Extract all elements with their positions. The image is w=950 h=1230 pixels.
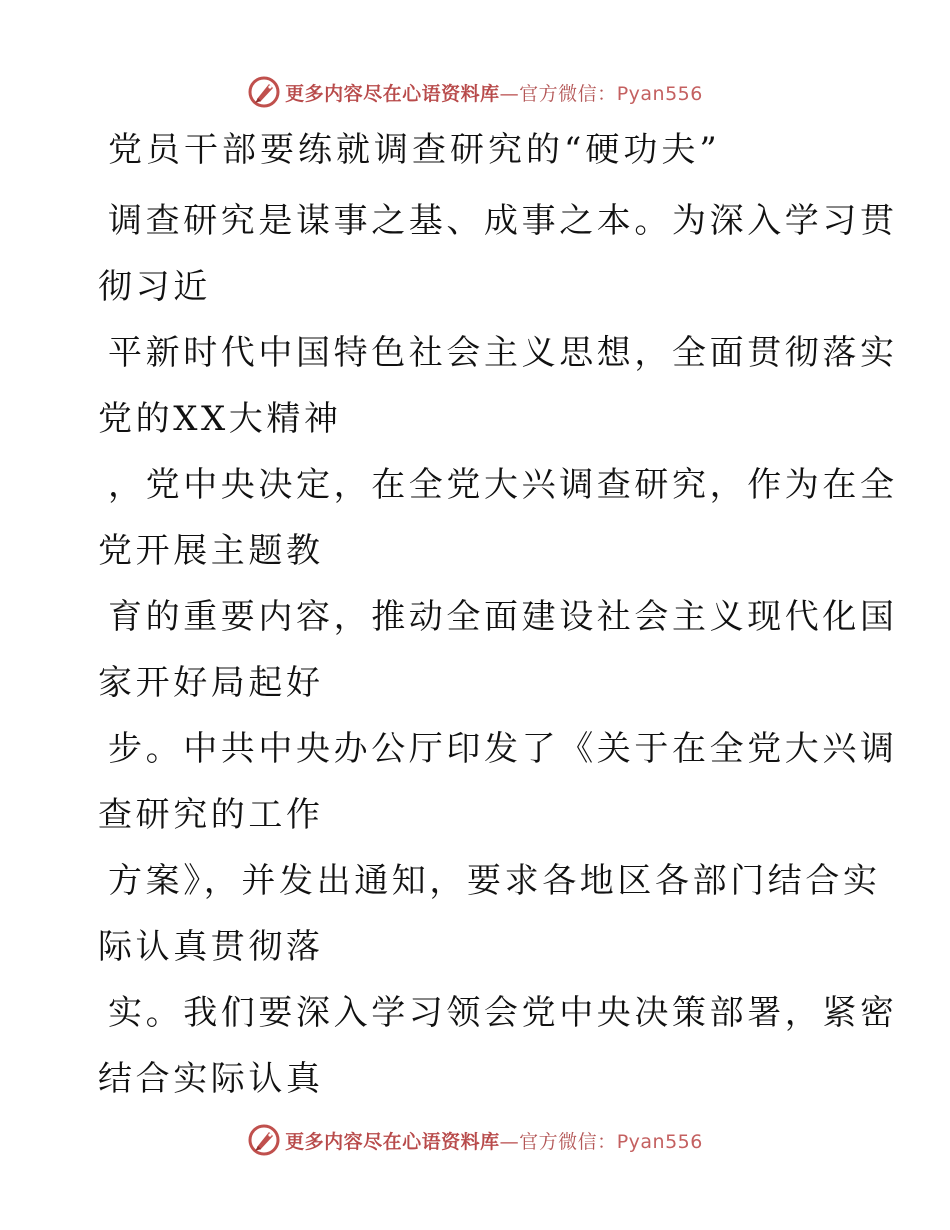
banner-wechat-handle: Pyan556 — [616, 82, 703, 105]
banner-wechat-label: 官方微信： — [519, 82, 617, 105]
paragraph-line: 查研究的工作 — [98, 795, 324, 835]
paragraph-6 — [98, 848, 881, 980]
paragraph-7 — [98, 980, 898, 1112]
paragraph-line: 平新时代中国特色社会主义思想，全面贯彻落实 — [108, 333, 898, 373]
header-banner — [0, 70, 950, 114]
document-title: 党员干部要练就调查研究的“硬功夫” — [108, 130, 721, 170]
banner-site-text: 更多内容尽在心语资料库 — [285, 1130, 500, 1153]
paragraph-line: 育的重要内容，推动全面建设社会主义现代化国 — [108, 597, 898, 637]
paragraph-line: 际认真贯彻落 — [98, 927, 324, 967]
paragraph-line: 结合实际认真 — [98, 1059, 324, 1099]
paragraph-3 — [98, 452, 898, 584]
paragraph-line: 党开展主题教 — [98, 531, 324, 571]
paragraph-line: ，党中央决定，在全党大兴调查研究，作为在全 — [108, 465, 898, 505]
paragraph-line: 彻习近 — [98, 267, 211, 307]
paragraph-2 — [98, 320, 898, 452]
paragraph-line: 步。中共中央办公厅印发了《关于在全党大兴调 — [108, 729, 898, 769]
paragraph-4 — [98, 584, 898, 716]
banner-site-text: 更多内容尽在心语资料库 — [285, 82, 500, 105]
paragraph-line: 调查研究是谋事之基、成事之本。为深入学习贯 — [108, 201, 898, 241]
paragraph-5 — [98, 716, 898, 848]
banner-text — [285, 79, 703, 106]
banner-dash: — — [499, 1130, 520, 1153]
paragraph-line: 实。我们要深入学习领会党中央决策部署，紧密 — [108, 993, 898, 1033]
banner-wechat-label: 官方微信： — [519, 1130, 617, 1153]
paragraph-1 — [98, 188, 898, 320]
paragraph-line: 方案》，并发出通知，要求各地区各部门结合实 — [108, 861, 881, 901]
paragraph-line: 党的XX大精神 — [98, 399, 342, 439]
pen-nib-logo-icon — [247, 75, 281, 109]
banner-wechat-handle: Pyan556 — [616, 1130, 703, 1153]
pen-nib-logo-icon — [247, 1123, 281, 1157]
footer-banner — [0, 1118, 950, 1162]
paragraph-line: 家开好局起好 — [98, 663, 324, 703]
banner-dash: — — [499, 82, 520, 105]
banner-text — [285, 1127, 703, 1154]
